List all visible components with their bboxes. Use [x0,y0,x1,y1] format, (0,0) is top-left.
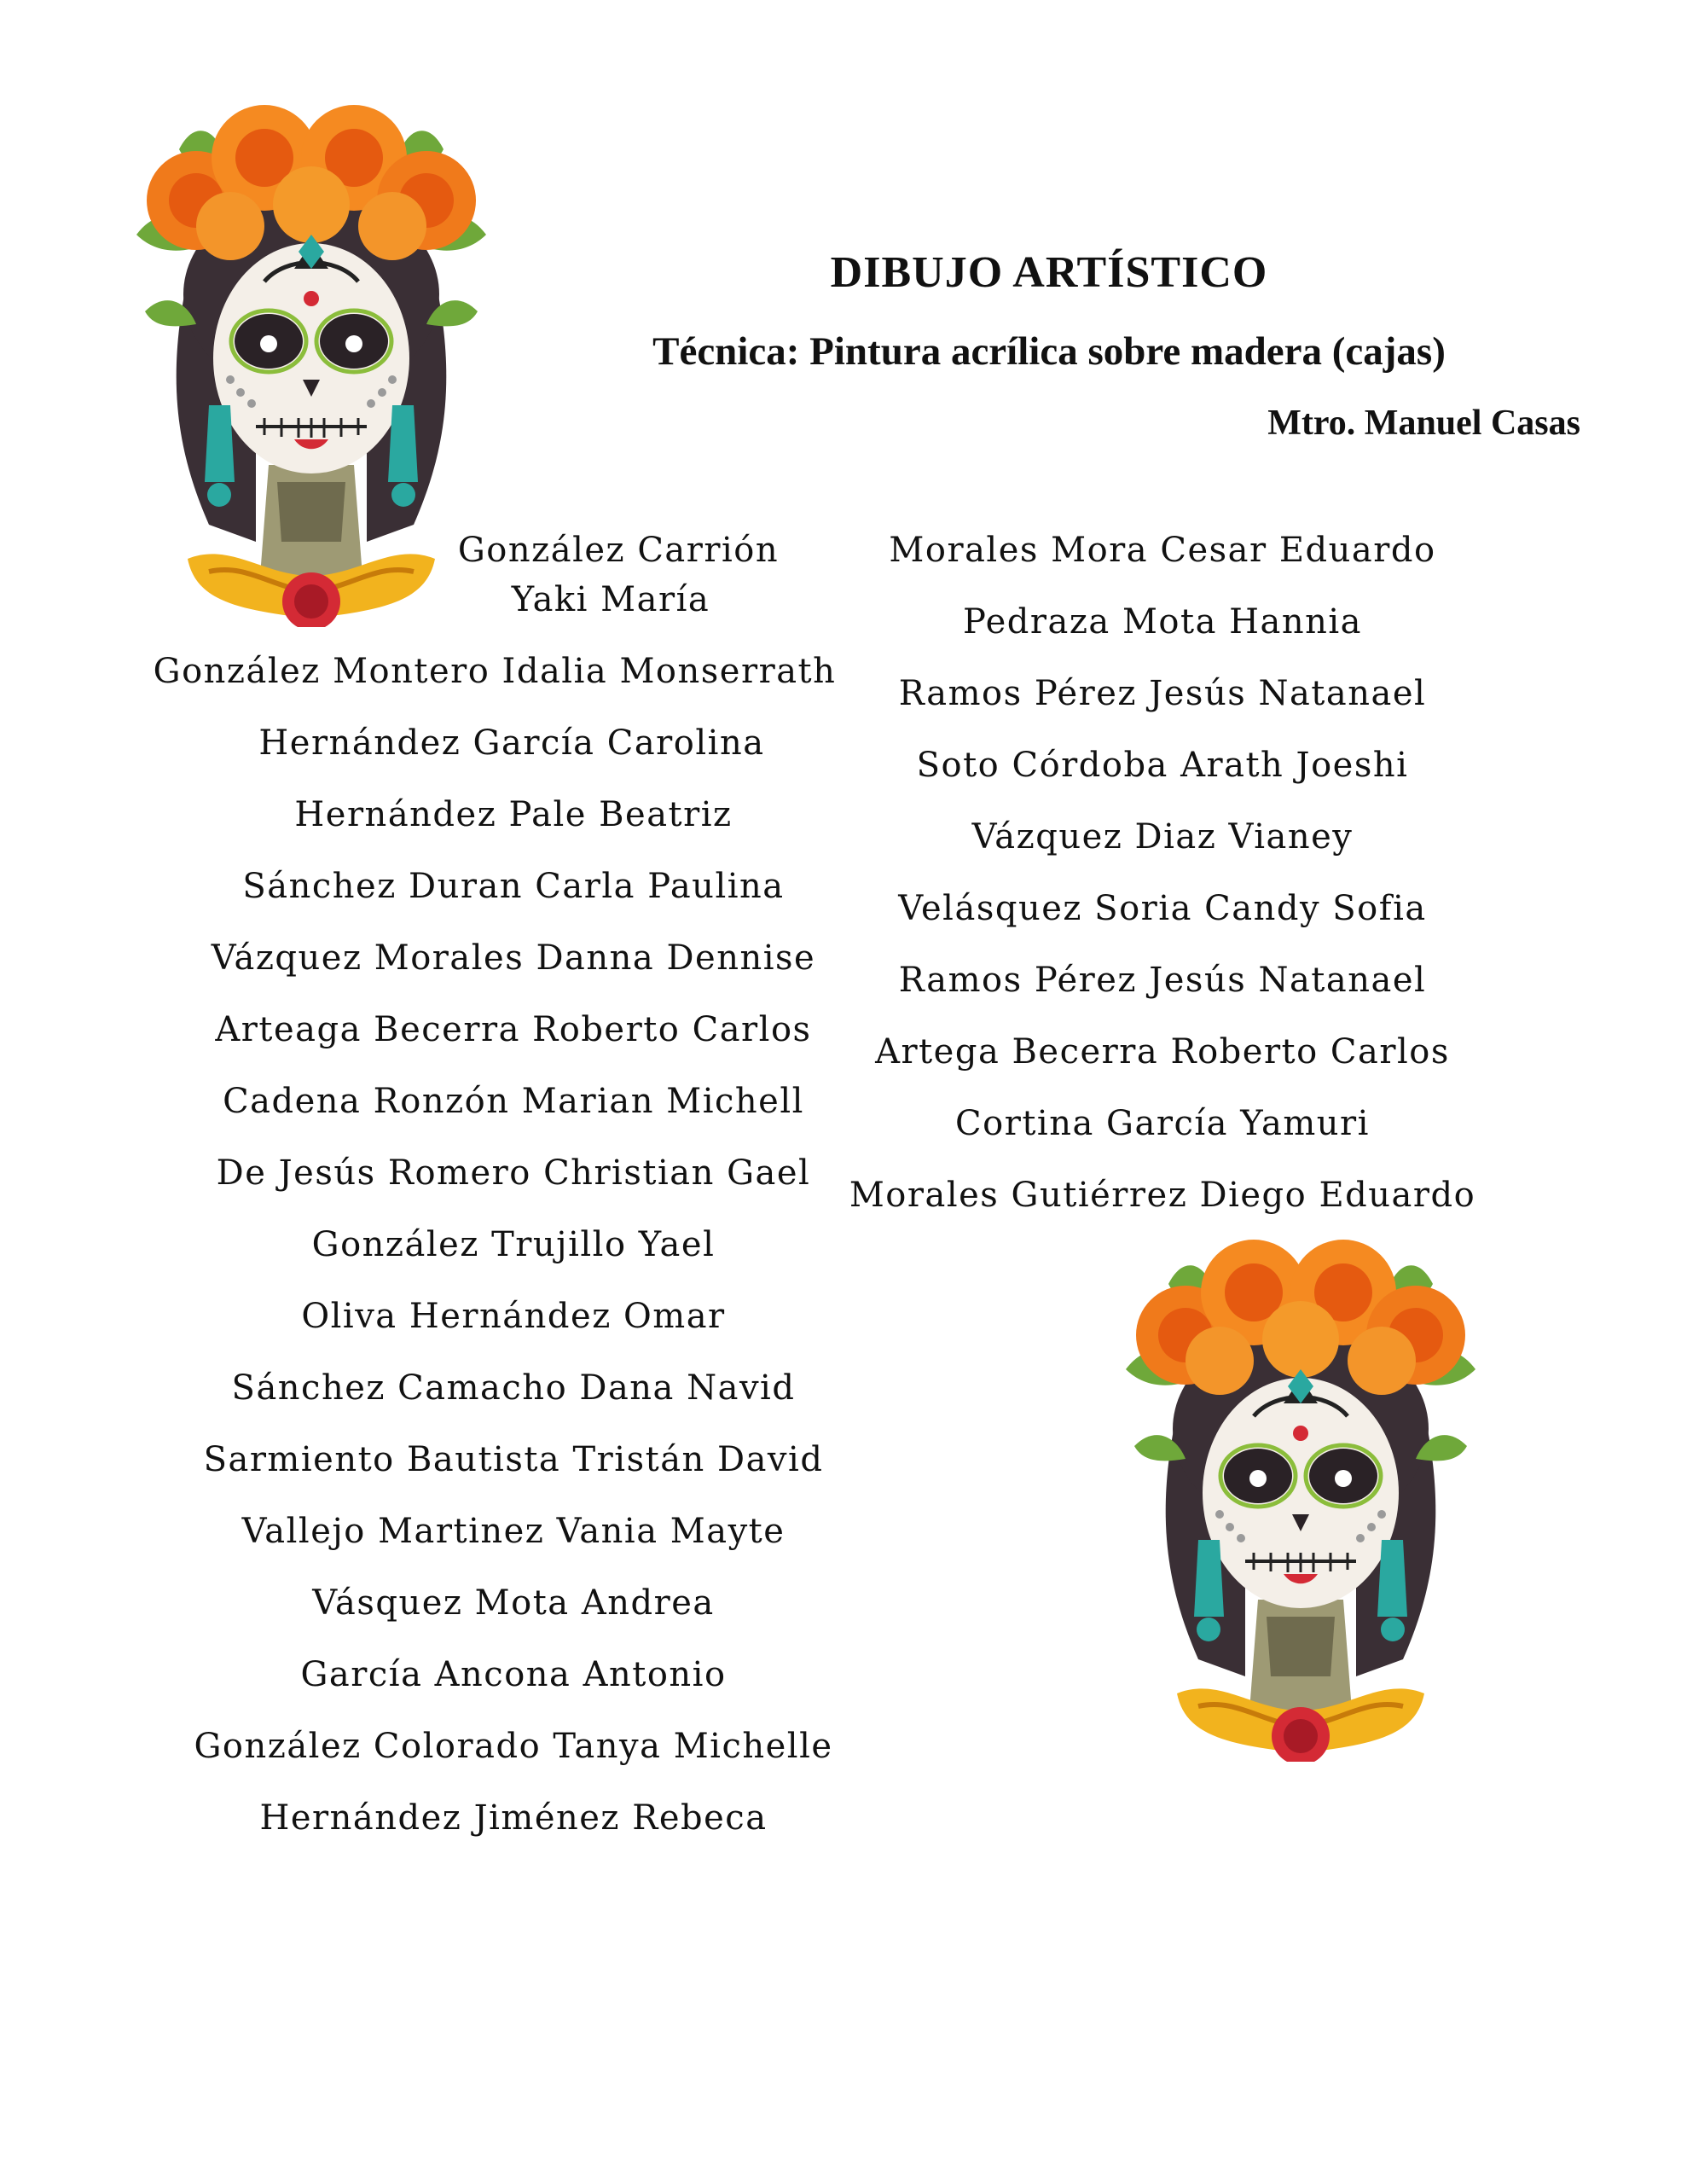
list-item: González Montero Idalia Monserrath [153,652,837,691]
list-item: García Ancona Antonio [300,1655,727,1694]
list-item: Hernández García Carolina [258,723,765,763]
list-item: Velásquez Soria Candy Sofia [898,889,1427,928]
list-item: González Colorado Tanya Michelle [194,1727,833,1766]
list-item: Sánchez Camacho Dana Navid [231,1368,796,1408]
list-item: Vázquez Diaz Vianey [971,817,1354,857]
list-item: Pedraza Mota Hannia [962,602,1363,642]
list-item: Cadena Ronzón Marian Michell [223,1082,804,1121]
list-item: Soto Córdoba Arath Joeshi [916,746,1409,785]
page-title: DIBUJO ARTÍSTICO [830,248,1268,297]
list-item: Vallejo Martinez Vania Mayte [241,1512,786,1551]
list-item: Ramos Pérez Jesús Natanael [898,674,1427,713]
list-item: Sánchez Duran Carla Paulina [242,867,785,906]
list-item: González Carrión [457,531,780,570]
list-item: Vásquez Mota Andrea [312,1583,715,1623]
list-item: Oliva Hernández Omar [301,1297,726,1336]
list-item: De Jesús Romero Christian Gael [216,1153,811,1193]
list-item: Morales Gutiérrez Diego Eduardo [849,1176,1476,1215]
list-item: Hernández Pale Beatriz [294,795,733,834]
list-item: Sarmiento Bautista Tristán David [203,1440,824,1479]
page-subtitle: Técnica: Pintura acrílica sobre madera (cajas) [652,329,1446,374]
list-item: Hernández Jiménez Rebeca [259,1798,768,1838]
list-item: Ramos Pérez Jesús Natanael [898,961,1427,1000]
list-item: Vázquez Morales Danna Dennise [211,938,816,978]
teacher-name: Mtro. Manuel Casas [1267,404,1580,443]
list-item: Cortina García Yamuri [955,1104,1370,1143]
list-item: Yaki María [511,580,710,619]
catrina-illustration [1117,1233,1484,1762]
list-item: Morales Mora Cesar Eduardo [889,531,1436,570]
list-item: González Trujillo Yael [311,1225,716,1264]
list-item: Arteaga Becerra Roberto Carlos [215,1010,812,1049]
catrina-illustration [128,98,495,627]
list-item: Artega Becerra Roberto Carlos [875,1032,1450,1072]
